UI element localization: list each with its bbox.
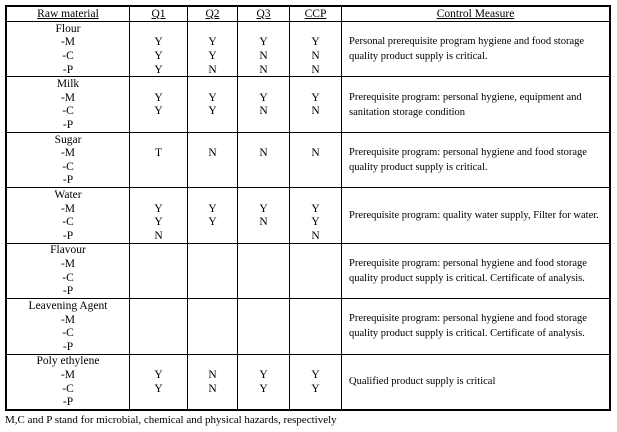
q1-cell [129,299,187,353]
control-measure-text: Prerequisite program: personal hygiene, equipment and sanitation storage condition [349,91,582,118]
q3-c-value: N [259,50,268,62]
q1-c-value: Y [154,382,163,395]
q3-cell [237,355,289,409]
q3-cell [237,133,289,187]
ccp-p-value [290,340,341,354]
control-measure-cell [341,77,609,131]
q2-c-value: N [208,382,217,395]
q3-cell [237,22,289,76]
hazard-label-c: -C [62,50,74,62]
raw-material-cell [7,355,129,409]
q1-p-value: N [154,229,163,242]
hazard-label-m: -M [60,147,76,160]
q2-c-value: Y [208,216,217,229]
material-name: Water [54,189,82,202]
hazard-label-c: -C [62,382,74,395]
ccp-c-value [290,160,341,174]
q3-c-value [238,326,289,340]
hazard-label-p: -P [62,229,74,242]
control-measure-cell [341,244,609,298]
q2-m-value [188,257,237,271]
ccp-c-value: N [311,105,320,118]
q1-cell [129,355,187,409]
q2-p-value: N [208,63,217,76]
ccp-c-value [290,271,341,285]
q2-c-value [188,326,237,340]
raw-material-cell [7,244,129,298]
material-name: Leavening Agent [28,299,108,312]
q2-cell [187,22,237,76]
material-name: Poly ethylene [36,355,100,368]
q3-p-value [238,174,289,188]
ccp-cell [289,299,341,353]
ccp-m-value: N [311,147,320,160]
q2-cell [187,133,237,187]
table-row-poly-ethylene [7,354,609,409]
ccp-m-value: Y [311,368,320,381]
q1-m-value: T [154,147,163,160]
ccp-m-value: Y [311,202,320,215]
ccp-m-value: Y [311,36,320,49]
q3-p-value: N [259,63,268,76]
q1-p-value [130,340,187,354]
q3-p-value [238,285,289,299]
header-ccp-label: CCP [304,8,327,20]
control-measure-text: Personal prerequisite program hygiene and food storage quality product supply is critical. [349,36,585,63]
hazard-label-c: -C [62,216,74,229]
q2-m-value: Y [208,202,217,215]
control-measure-text: Prerequisite program: personal hygiene and food storage quality product supply is critical. Certificate of analysis. [349,313,587,340]
hazard-label-p: -P [62,285,74,298]
ccp-p-value: N [311,229,320,242]
hazard-label-p: -P [62,340,74,353]
q2-p-value [188,229,237,243]
q1-p-value [130,174,187,188]
ccp-p-value [290,174,341,188]
ccp-cell [289,355,341,409]
ccp-p-value: N [311,63,320,76]
q1-c-value: Y [154,216,163,229]
ccp-c-value [290,326,341,340]
q1-c-value [130,326,187,340]
q1-c-value: Y [154,105,163,118]
material-name: Flour [55,22,81,35]
header-ccp [289,7,341,21]
hazard-label-m: -M [60,313,76,326]
header-control-measure [341,7,609,21]
header-q2 [187,7,237,21]
ccp-p-value [290,395,341,409]
q1-cell [129,22,187,76]
q2-p-value [188,340,237,354]
hazard-label-p: -P [62,119,74,132]
q3-c-value: Y [259,382,268,395]
hazard-label-m: -M [60,202,76,215]
table-footnote: M,C and P stand for microbial, chemical and physical hazards, respectively [5,414,337,426]
q1-c-value: Y [154,50,163,62]
header-q2-label: Q2 [205,8,220,20]
header-control-measure-label: Control Measure [436,8,515,20]
header-q3-label: Q3 [256,8,271,20]
raw-material-cell [7,133,129,187]
control-measure-cell [341,355,609,409]
q1-p-value: Y [154,63,163,76]
q1-cell [129,77,187,131]
header-q3 [237,7,289,21]
ccp-c-value: Y [311,216,320,229]
raw-material-cell [7,22,129,76]
raw-material-cell [7,77,129,131]
control-measure-cell [341,188,609,242]
q2-cell [187,77,237,131]
q3-p-value [238,118,289,132]
control-measure-text: Prerequisite program: quality water supply, Filter for water. [349,209,599,221]
q2-m-value [188,313,237,327]
q1-m-value: Y [154,368,163,381]
raw-material-cell [7,188,129,242]
control-measure-text: Qualified product supply is critical [349,376,496,388]
ccp-m-value [290,313,341,327]
q1-m-value [130,257,187,271]
header-q1 [129,7,187,21]
q2-p-value [188,395,237,409]
q1-cell [129,188,187,242]
q1-p-value [130,118,187,132]
q2-cell [187,355,237,409]
q3-c-value: N [259,105,268,118]
q1-m-value [130,313,187,327]
q2-c-value [188,271,237,285]
ccp-cell [289,244,341,298]
ccp-c-value: Y [311,382,320,395]
ccp-m-value [290,257,341,271]
q3-p-value [238,229,289,243]
table-row-leavening-agent [7,298,609,353]
q2-m-value: N [208,147,217,160]
q3-c-value [238,271,289,285]
header-q1-label: Q1 [151,8,166,20]
q3-c-value [238,160,289,174]
control-measure-cell [341,22,609,76]
q2-c-value: Y [208,50,217,62]
q2-cell [187,244,237,298]
hazard-label-p: -P [62,396,74,409]
table-row-flour [7,21,609,76]
hazard-label-m: -M [60,258,76,271]
q2-c-value [188,160,237,174]
ccp-cell [289,22,341,76]
q3-m-value: Y [259,91,268,104]
q3-cell [237,77,289,131]
q2-p-value [188,174,237,188]
q2-cell [187,188,237,242]
ccp-c-value: N [311,50,320,62]
control-measure-cell [341,133,609,187]
material-name: Milk [56,78,80,91]
ccp-cell [289,77,341,131]
q3-p-value [238,395,289,409]
table-row-milk [7,76,609,131]
hazard-label-c: -C [62,271,74,284]
raw-material-cell [7,299,129,353]
q3-m-value: Y [259,202,268,215]
hazard-label-p: -P [62,174,74,187]
control-measure-cell [341,299,609,353]
q3-m-value: N [259,147,268,160]
q3-c-value: N [259,216,268,229]
table-row-sugar [7,132,609,187]
q2-m-value: N [208,368,217,381]
q1-p-value [130,395,187,409]
q1-c-value [130,271,187,285]
q1-cell [129,244,187,298]
ccp-p-value [290,118,341,132]
control-measure-text: Prerequisite program: personal hygiene and food storage quality product supply is critical. [349,147,587,174]
hazard-label-c: -C [62,160,74,173]
hazard-label-p: -P [62,63,74,76]
hazard-label-m: -M [60,36,76,49]
q1-cell [129,133,187,187]
hazard-label-c: -C [62,105,74,118]
q3-m-value: Y [259,36,268,49]
q3-p-value [238,340,289,354]
q2-p-value [188,118,237,132]
table-row-flavour [7,243,609,298]
q3-m-value: Y [259,368,268,381]
ccp-m-value: Y [311,91,320,104]
q3-cell [237,244,289,298]
q3-cell [237,188,289,242]
q1-m-value: Y [154,202,163,215]
hazard-label-m: -M [60,91,76,104]
header-raw-material-label: Raw material [37,8,99,20]
q3-m-value [238,257,289,271]
material-name: Sugar [54,133,82,146]
hazard-label-m: -M [60,368,76,381]
ccp-cell [289,188,341,242]
q2-p-value [188,285,237,299]
q2-m-value: Y [208,91,217,104]
q1-c-value [130,160,187,174]
ccp-p-value [290,285,341,299]
material-name: Flavour [50,244,86,257]
q2-m-value: Y [208,36,217,49]
q1-m-value: Y [154,36,163,49]
hazard-analysis-table [5,5,611,411]
q1-m-value: Y [154,91,163,104]
table-row-water [7,187,609,242]
q3-cell [237,299,289,353]
hazard-label-c: -C [62,327,74,340]
q3-m-value [238,313,289,327]
ccp-cell [289,133,341,187]
control-measure-text: Prerequisite program: personal hygiene and food storage quality product supply is critical. Certificate of analysis. [349,257,587,284]
q1-p-value [130,285,187,299]
q2-cell [187,299,237,353]
q2-c-value: Y [208,105,217,118]
header-raw-material [7,7,129,21]
table-header-row [7,7,609,21]
